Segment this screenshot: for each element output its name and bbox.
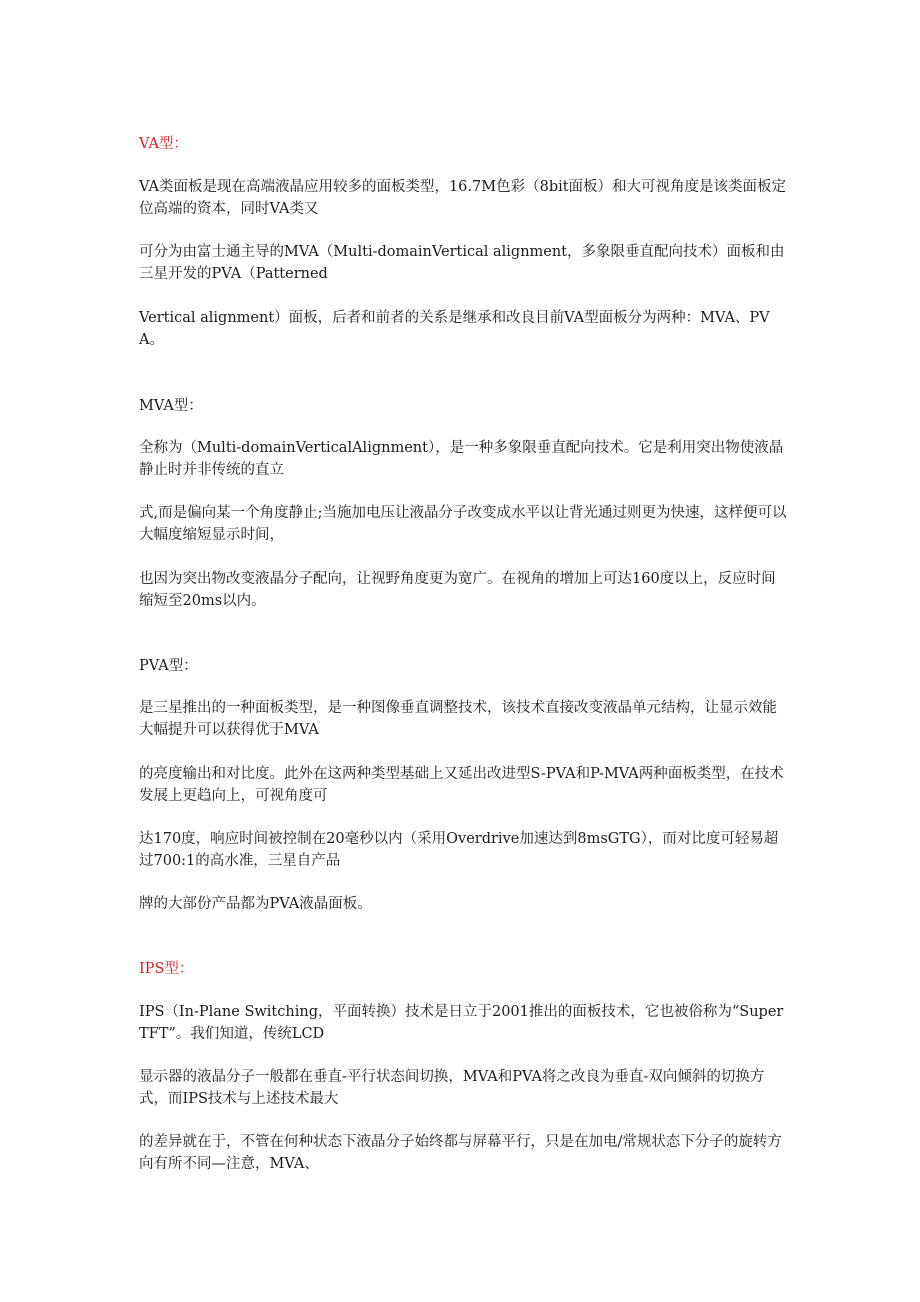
- paragraph: 达170度，响应时间被控制在20毫秒以内（采用Overdrive加速达到8msGTG），而对比度可轻易超过700:1的高水准，三星自产品: [139, 831, 779, 869]
- paragraph: 式,而是偏向某一个角度静止;当施加电压让液晶分子改变成水平以让背光通过则更为快速，这样便可以大幅度缩短显示时间，: [139, 505, 787, 543]
- paragraph: 的亮度输出和对比度。此外在这两种类型基础上又延出改进型S-PVA和P-MVA两种面板类型，在技术发展上更趋向上，可视角度可: [139, 766, 784, 804]
- paragraph: 是三星推出的一种面板类型，是一种图像垂直调整技术，该技术直接改变液晶单元结构，让显示效能大幅提升可以获得优于MVA: [139, 700, 777, 738]
- paragraph: 显示器的液晶分子一般都在垂直-平行状态间切换，MVA和PVA将之改良为垂直-双向倾斜的切换方式，而IPS技术与上述技术最大: [139, 1069, 765, 1107]
- section-heading-pva: PVA型：: [139, 658, 198, 674]
- paragraph: 牌的大部份产品都为PVA液晶面板。: [139, 896, 372, 912]
- paragraph: IPS（In-Plane Switching，平面转换）技术是日立于2001推出的面板技术，它也被俗称为“Super TFT”。我们知道，传统LCD: [139, 1004, 784, 1042]
- paragraph: 可分为由富士通主导的MVA（Multi-domainVertical alignment，多象限垂直配向技术）面板和由三星开发的PVA（Patterned: [139, 244, 785, 282]
- paragraph: Vertical alignment）面板，后者和前者的关系是继承和改良目前VA型面板分为两种：MVA、PVA。: [139, 310, 770, 348]
- section-heading-ips: IPS型：: [139, 961, 194, 977]
- section-heading-mva: MVA型：: [139, 398, 203, 414]
- section-heading-va: VA型：: [139, 136, 188, 152]
- paragraph: VA类面板是现在高端液晶应用较多的面板类型，16.7M色彩（8bit面板）和大可视角度是该类面板定位高端的资本，同时VA类又: [139, 179, 787, 217]
- paragraph: 的差异就在于，不管在何种状态下液晶分子始终都与屏幕平行，只是在加电/常规状态下分子的旋转方向有所不同—注意，MVA、: [139, 1134, 782, 1172]
- paragraph: 也因为突出物改变液晶分子配向，让视野角度更为宽广。在视角的增加上可达160度以上，反应时间缩短至20ms以内。: [139, 571, 776, 609]
- paragraph: 全称为（Multi-domainVerticalAlignment），是一种多象限垂直配向技术。它是利用突出物使液晶静止时并非传统的直立: [139, 440, 784, 478]
